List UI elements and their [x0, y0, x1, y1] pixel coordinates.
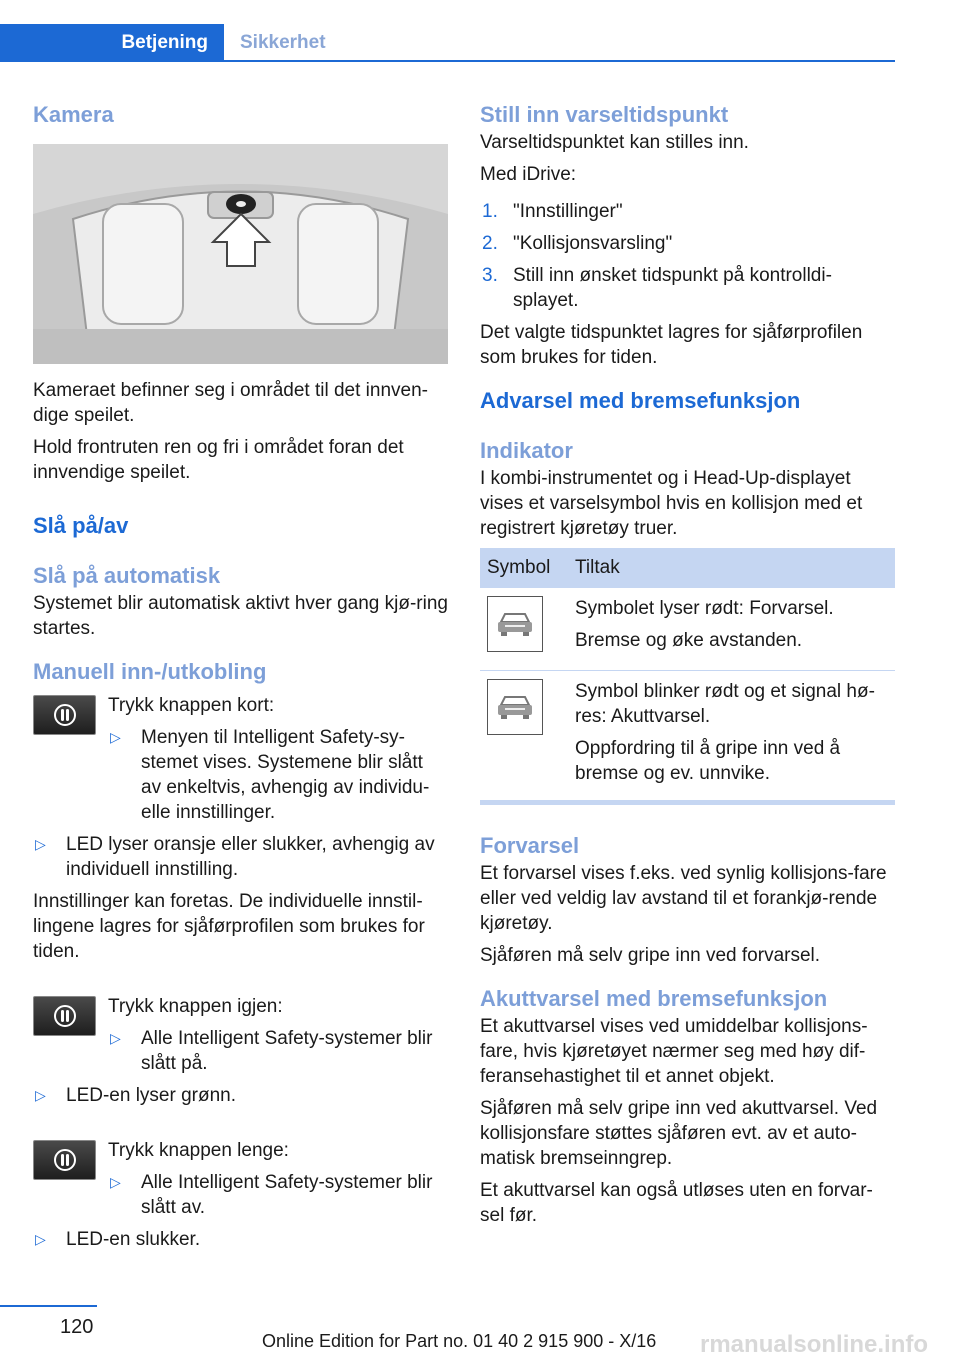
press-long-block	[33, 1138, 448, 1227]
press-long-label: Trykk knappen lenge:	[108, 1140, 289, 1161]
auto-paragraph: Systemet blir automatisk aktivt hver gang kjø-ring startes.	[33, 593, 448, 639]
symbol-table	[480, 548, 895, 805]
tab-bar	[0, 24, 895, 62]
tab-sikkerhet[interactable]: Sikkerhet	[240, 32, 326, 53]
acute-paragraph-2: Sjåføren må selv gripe inn ved akuttvarsel. Ved kollisjonsfare støttes sjåføren evt. av et auto-matisk bremseinngrep.	[480, 1098, 878, 1169]
acute-heading: Akuttvarsel med bremsefunksjon	[480, 986, 828, 1011]
left-column	[33, 100, 448, 1259]
action-column-header: Tiltak	[568, 548, 895, 588]
triangle-bullet-icon: ▷	[110, 1030, 121, 1046]
brake-heading: Advarsel med bremsefunksjon	[480, 388, 801, 413]
list-item: ▷ Alle Intelligent Safety-systemer blir slått på.	[110, 1028, 433, 1074]
press-short-label: Trykk knappen kort:	[108, 695, 275, 716]
list-item: 3. Still inn ønsket tidspunkt på kontrolldi-splayet.	[482, 265, 832, 311]
car-warning-icon	[487, 679, 543, 735]
acute-paragraph-1: Et akuttvarsel vises ved umiddelbar kollisjons-fare, hvis kjøretøyet nærmer seg med høy dif-feransehastighet til et annet objekt.	[480, 1016, 868, 1087]
onoff-heading: Slå på/av	[33, 513, 129, 538]
idrive-paragraph: Med iDrive:	[480, 164, 577, 185]
safety-button-icon	[33, 695, 96, 735]
prewarn-paragraph-1: Et forvarsel vises f.eks. ved synlig kollisjons-fare eller ved veldig lav avstand til et forankjø-rende kjøretøy.	[480, 863, 887, 934]
watermark: rmanualsonline.info	[700, 1331, 929, 1358]
list-item: ▷ Alle Intelligent Safety-systemer blir slått av.	[110, 1172, 433, 1218]
list-item: ▷ LED-en lyser grønn.	[35, 1085, 237, 1106]
press-short-block	[33, 693, 448, 832]
triangle-bullet-icon: ▷	[35, 1231, 46, 1247]
safety-button-icon	[33, 996, 96, 1036]
tab-betjening[interactable]: Betjening	[0, 24, 224, 62]
manual-heading: Manuell inn-/utkobling	[33, 659, 267, 684]
triangle-bullet-icon: ▷	[110, 1174, 121, 1190]
camera-illustration	[33, 144, 448, 364]
footer-divider	[0, 1305, 97, 1307]
symbol-column-header: Symbol	[480, 548, 568, 588]
saved-paragraph: Det valgte tidspunktet lagres for sjåførprofilen som brukes for tiden.	[480, 322, 863, 368]
steps-list	[480, 199, 895, 313]
list-item: 1. "Innstillinger"	[482, 201, 623, 222]
warn-time-paragraph: Varseltidspunktet kan stilles inn.	[480, 132, 749, 153]
camera-heading: Kamera	[33, 102, 114, 127]
triangle-bullet-icon: ▷	[35, 1087, 46, 1103]
table-row: Symbolet lyser rødt: Forvarsel. Bremse og øke avstanden.	[480, 588, 895, 671]
list-item: ▷ LED-en slukker.	[35, 1229, 201, 1250]
safety-button-icon	[33, 1140, 96, 1180]
warn-time-heading: Still inn varseltidspunkt	[480, 102, 729, 127]
indicator-heading: Indikator	[480, 438, 573, 463]
list-item: 2. "Kollisjonsvarsling"	[482, 233, 673, 254]
press-again-label: Trykk knappen igjen:	[108, 996, 283, 1017]
triangle-bullet-icon: ▷	[110, 729, 121, 745]
auto-heading: Slå på automatisk	[33, 563, 221, 588]
prewarn-paragraph-2: Sjåføren må selv gripe inn ved forvarsel.	[480, 945, 821, 966]
settings-paragraph: Innstillinger kan foretas. De individuelle innstil-lingene lagres for sjåførprofilen som brukes for tiden.	[33, 891, 425, 962]
list-item: ▷ LED lyser oransje eller slukker, avhengig av individuell innstilling.	[35, 834, 435, 880]
table-row: Symbol blinker rødt og et signal hø-res: Akuttvarsel. Oppfordring til å gripe inn ved å bremse og ev. unnvike.	[480, 671, 895, 803]
camera-paragraph-1: Kameraet befinner seg i området til det innven-dige speilet.	[33, 380, 428, 426]
right-column	[480, 100, 895, 1235]
car-warning-icon	[487, 596, 543, 652]
triangle-bullet-icon: ▷	[35, 836, 46, 852]
press-again-block	[33, 994, 448, 1083]
indicator-paragraph: I kombi-instrumentet og i Head-Up-displayet vises et varselsymbol hvis en kollisjon med et registrert kjøretøy truer.	[480, 468, 863, 539]
camera-paragraph-2: Hold frontruten ren og fri i området foran det innvendige speilet.	[33, 437, 404, 483]
page-number: 120	[60, 1316, 94, 1338]
acute-paragraph-3: Et akuttvarsel kan også utløses uten en forvar-sel før.	[480, 1180, 873, 1226]
list-item: ▷ Menyen til Intelligent Safety-sy-stemet vises. Systemene blir slått av enkeltvis, avhengig av individu-elle innstillinger.	[110, 727, 430, 823]
edition-text: Online Edition for Part no. 01 40 2 915 900 - X/16	[262, 1331, 657, 1351]
prewarn-heading: Forvarsel	[480, 833, 580, 858]
